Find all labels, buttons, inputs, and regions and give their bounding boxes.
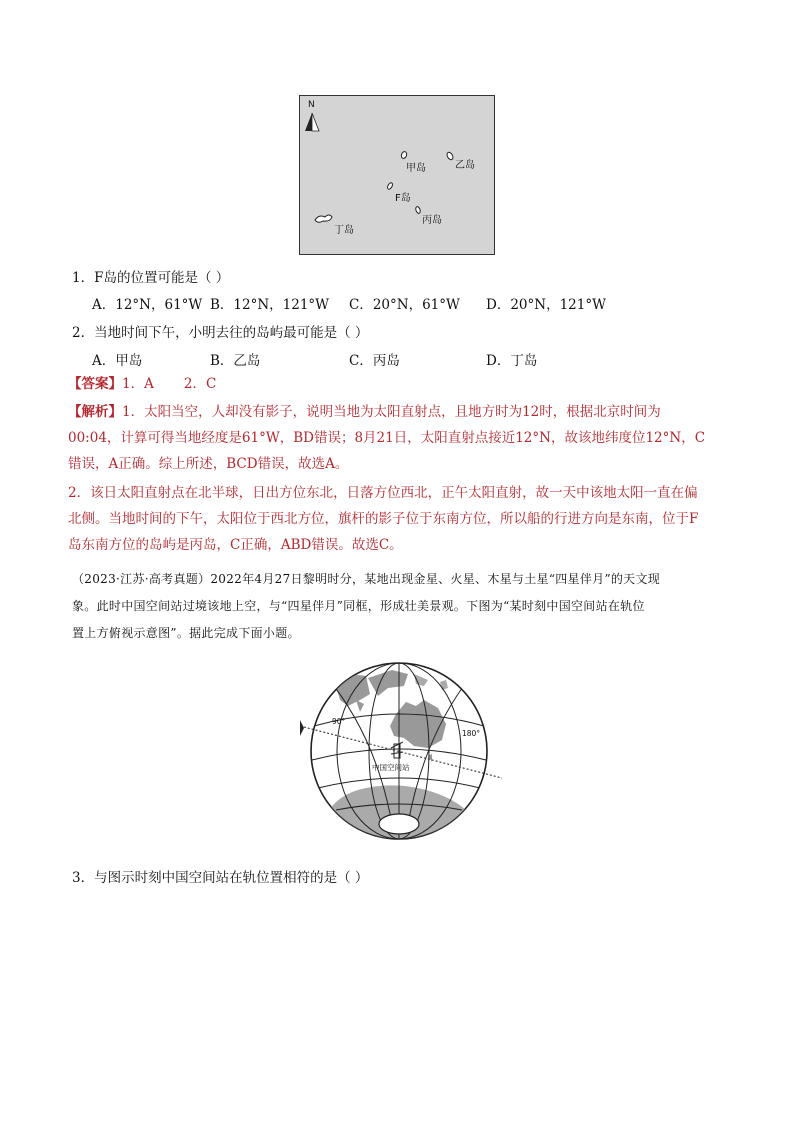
q2-option-d: D．丁岛 (486, 353, 538, 369)
q2-option-a: A．甲岛 (92, 353, 143, 369)
label-bing: 丙岛 (422, 215, 442, 226)
label-f: F岛 (395, 193, 411, 204)
question-3-stem: 3．与图示时刻中国空间站在轨位置相符的是（ ） (72, 870, 369, 886)
globe-figure (296, 656, 506, 846)
q1-option-a: A．12°N，61°W (92, 297, 203, 313)
question-2-stem: 2．当地时间下午，小明去往的岛屿最可能是（ ） (72, 325, 369, 341)
answer-label: 【答案】 (68, 376, 122, 392)
station-label: 中国空间站 (372, 763, 410, 772)
intro-line-1: （2023·江苏·高考真题）2022年4月27日黎明时分，某地出现金星、火星、木星与土星“四星伴月”的天文现 (72, 572, 661, 586)
q2-option-b: B．乙岛 (210, 353, 261, 369)
label-90: 90° (332, 717, 346, 726)
analysis-line-6: 岛东南方位的岛屿是丙岛，C正确，ABD错误。故选C。 (68, 537, 403, 553)
analysis-line-5: 北侧。当地时间的下午，太阳位于西北方位，旗杆的影子位于东南方位，所以船的行进方向是东南，位于F (68, 511, 699, 527)
intro-block (72, 566, 732, 647)
intro-line-3: 置上方俯视示意图”。据此完成下面小题。 (72, 626, 300, 640)
q1-option-b: B．12°N，121°W (210, 297, 330, 313)
label-ding: 丁岛 (334, 225, 354, 236)
q2-option-c: C．丙岛 (349, 353, 400, 369)
analysis-line-1: 【解析】1．太阳当空，人却没有影子，说明当地为太阳直射点，且地方时为12时，根据北京时间为 (68, 404, 661, 420)
analysis-line-4: 2．该日太阳直射点在北半球，日出方位东北，日落方位西北，正午太阳直射，故一天中该地太阳一直在偏 (68, 485, 698, 501)
intro-line-2: 象。此时中国空间站过境该地上空，与“四星伴月”同框，形成壮美景观。下图为“某时刻中国空间站在轨位 (72, 599, 645, 613)
analysis-block (68, 399, 738, 558)
analysis-line-3: 错误，A正确。综上所述，BCD错误，故选A。 (68, 456, 349, 472)
analysis-label: 【解析】 (68, 404, 122, 420)
label-jia: 甲岛 (406, 163, 426, 174)
island-map (299, 95, 495, 255)
answer-value: 1．A 2．C (122, 376, 217, 392)
answer-block (68, 371, 216, 397)
analysis-line-2: 00:04，计算可得当地经度是61°W，BD错误；8月21日，太阳直射点接近12°N，故该地纬度位12°N，C (68, 430, 706, 446)
question-1-stem: 1．F岛的位置可能是（ ） (72, 270, 230, 286)
q1-option-d: D．20°N，121°W (486, 297, 606, 313)
label-yi: 乙岛 (455, 160, 475, 171)
q1-option-c: C．20°N，61°W (349, 297, 460, 313)
north-label: N (308, 100, 315, 110)
label-180: 180° (462, 729, 481, 738)
